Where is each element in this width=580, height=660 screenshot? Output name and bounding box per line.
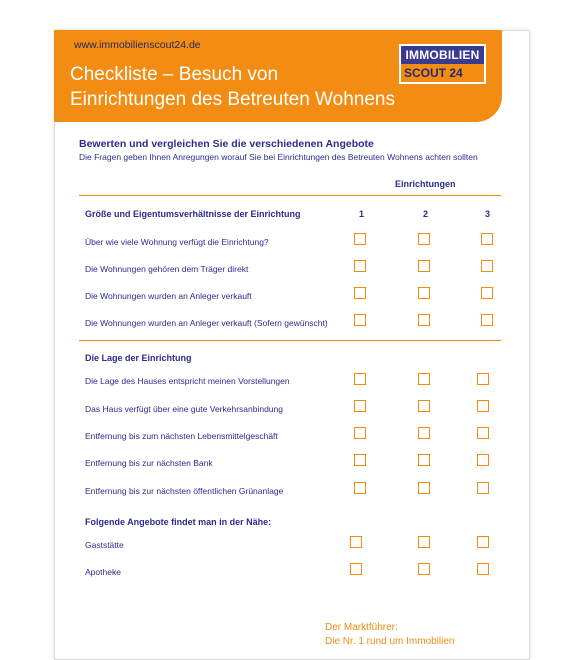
checklist-page bbox=[54, 30, 530, 660]
intro-subtitle: Bewerten und vergleichen Sie die verschiedenen Angebote bbox=[79, 138, 374, 150]
checkbox[interactable] bbox=[418, 287, 430, 299]
checkbox[interactable] bbox=[418, 536, 430, 548]
question-label: Die Wohnungen wurden an Anleger verkauft bbox=[85, 291, 252, 301]
checkbox[interactable] bbox=[477, 373, 489, 385]
checkbox[interactable] bbox=[477, 400, 489, 412]
column-label-3: 3 bbox=[485, 209, 491, 219]
checkbox[interactable] bbox=[350, 536, 362, 548]
immobilienscout24-logo bbox=[399, 44, 486, 84]
checkbox[interactable] bbox=[481, 233, 493, 245]
title-line-2: Einrichtungen des Betreuten Wohnens bbox=[70, 89, 395, 110]
question-label: Das Haus verfügt über eine gute Verkehrsanbindung bbox=[85, 404, 283, 414]
checkbox[interactable] bbox=[418, 454, 430, 466]
checkbox[interactable] bbox=[477, 563, 489, 575]
logo-bottom-text: SCOUT 24 bbox=[401, 64, 484, 82]
question-label: Die Wohnungen gehören dem Träger direkt bbox=[85, 264, 249, 274]
checkbox[interactable] bbox=[477, 454, 489, 466]
checkbox[interactable] bbox=[481, 314, 493, 326]
question-label: Über wie viele Wohnung verfügt die Einrichtung? bbox=[85, 237, 269, 247]
title-line-1: Checkliste – Besuch von bbox=[70, 64, 279, 85]
intro-description: Die Fragen geben Ihnen Anregungen worauf Sie bei Einrichtungen des Betreuten Wohnens achten sollten bbox=[79, 152, 478, 162]
checkbox[interactable] bbox=[354, 454, 366, 466]
checkbox[interactable] bbox=[481, 260, 493, 272]
checkbox[interactable] bbox=[418, 314, 430, 326]
checkbox[interactable] bbox=[418, 563, 430, 575]
columns-heading: Einrichtungen bbox=[395, 179, 456, 189]
checkbox[interactable] bbox=[418, 400, 430, 412]
checkbox[interactable] bbox=[477, 482, 489, 494]
question-label: Apotheke bbox=[85, 567, 121, 577]
footer-line-2: Die Nr. 1 rund um Immobilien bbox=[325, 636, 455, 647]
checkbox[interactable] bbox=[350, 563, 362, 575]
checkbox[interactable] bbox=[354, 314, 366, 326]
checkbox[interactable] bbox=[354, 287, 366, 299]
header-banner bbox=[54, 30, 502, 122]
question-label: Die Wohnungen wurden an Anleger verkauft (Sofern gewünscht) bbox=[85, 318, 328, 328]
page-title bbox=[70, 62, 395, 112]
column-label-1: 1 bbox=[359, 209, 365, 219]
checkbox[interactable] bbox=[418, 260, 430, 272]
column-label-2: 2 bbox=[423, 209, 429, 219]
checkbox[interactable] bbox=[354, 400, 366, 412]
footer-slogan bbox=[325, 621, 455, 649]
question-label: Gaststätte bbox=[85, 540, 124, 550]
section-title: Größe und Eigentumsverhältnisse der Einrichtung bbox=[85, 209, 301, 219]
divider bbox=[79, 195, 501, 196]
section-title: Folgende Angebote findet man in der Nähe: bbox=[85, 517, 272, 527]
section-title: Die Lage der Einrichtung bbox=[85, 353, 192, 363]
checkbox[interactable] bbox=[418, 482, 430, 494]
checkbox[interactable] bbox=[477, 427, 489, 439]
divider bbox=[79, 340, 501, 341]
checkbox[interactable] bbox=[354, 427, 366, 439]
question-label: Entfernung bis zum nächsten Lebensmittelgeschäft bbox=[85, 431, 278, 441]
logo-top-text: IMMOBILIEN bbox=[405, 48, 480, 62]
checkbox[interactable] bbox=[354, 482, 366, 494]
checkbox[interactable] bbox=[418, 427, 430, 439]
question-label: Entfernung bis zur nächsten Bank bbox=[85, 458, 213, 468]
question-label: Die Lage des Hauses entspricht meinen Vorstellungen bbox=[85, 376, 290, 386]
question-label: Entfernung bis zur nächsten öffentlichen Grünanlage bbox=[85, 486, 284, 496]
checkbox[interactable] bbox=[354, 373, 366, 385]
checkbox[interactable] bbox=[354, 233, 366, 245]
footer-line-1: Der Marktführer: bbox=[325, 622, 398, 633]
checkbox[interactable] bbox=[418, 233, 430, 245]
checkbox[interactable] bbox=[354, 260, 366, 272]
website-url[interactable]: www.immobilienscout24.de bbox=[74, 39, 201, 51]
checkbox[interactable] bbox=[418, 373, 430, 385]
checkbox[interactable] bbox=[481, 287, 493, 299]
checkbox[interactable] bbox=[477, 536, 489, 548]
